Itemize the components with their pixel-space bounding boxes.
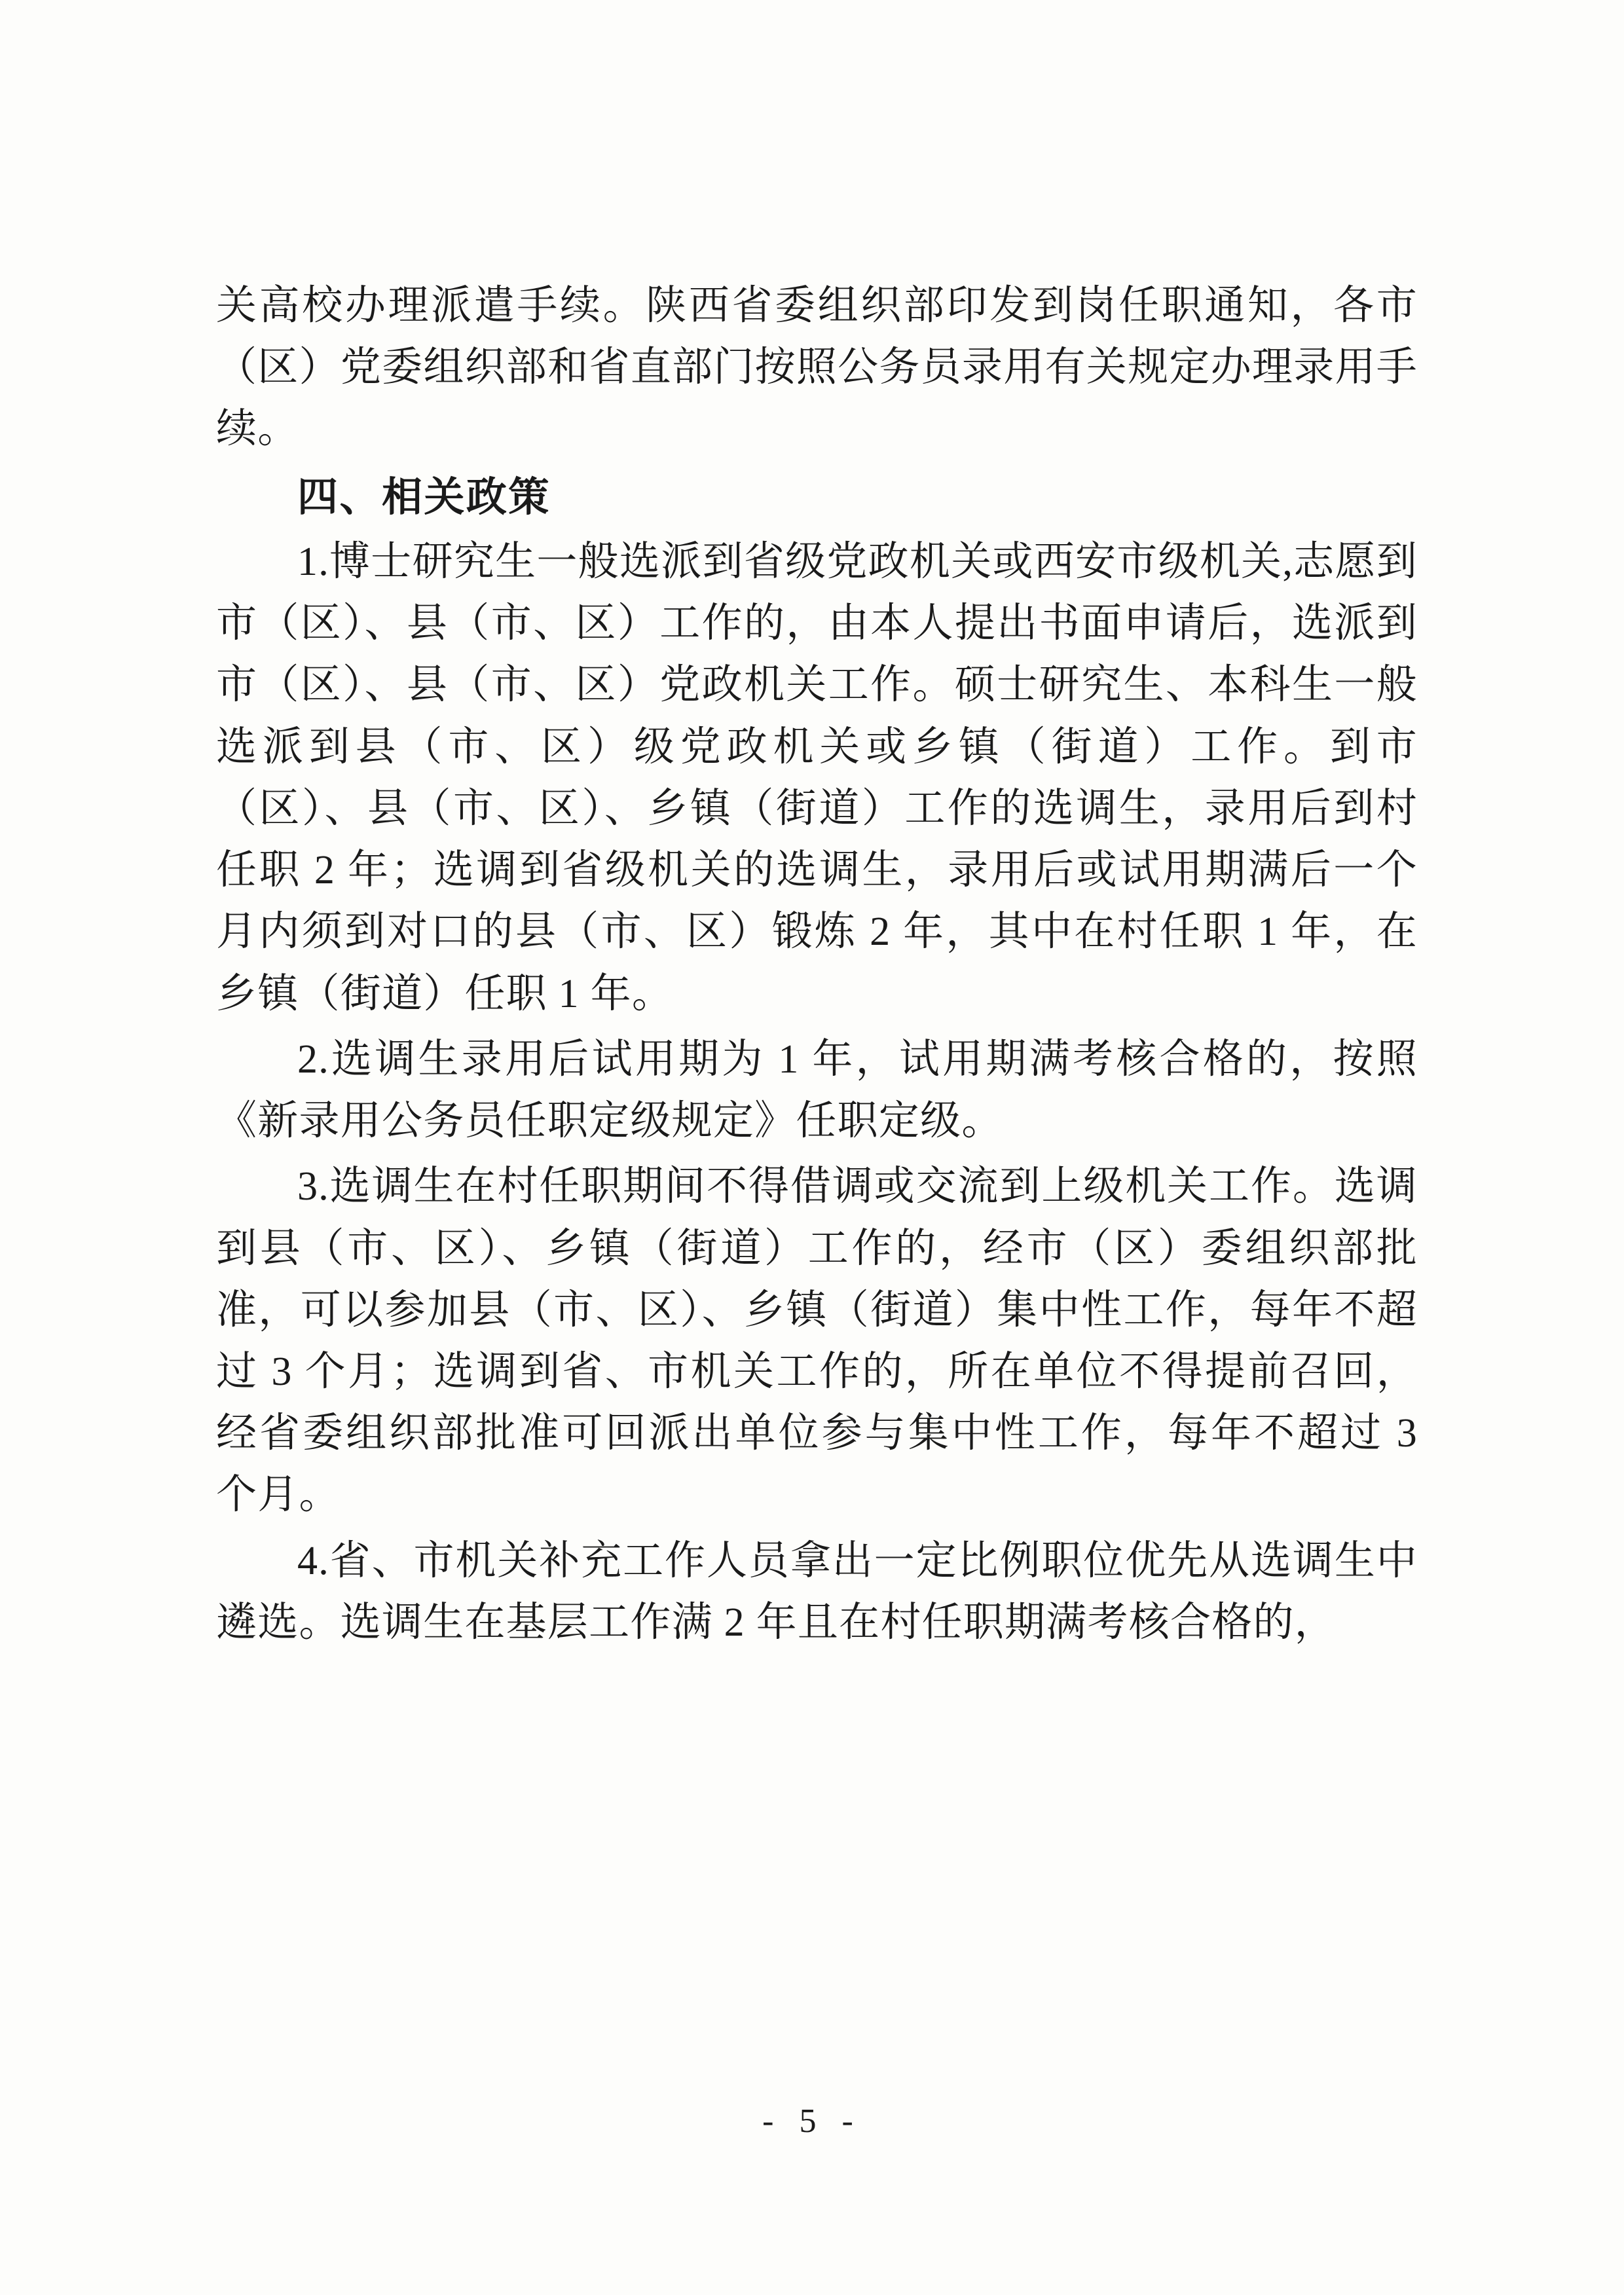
page-number: - 5 - (762, 2102, 862, 2140)
section-heading-related-policies: 四、相关政策 (297, 475, 551, 520)
paragraph-item-2: 2.选调生录用后试用期为 1 年，试用期满考核合格的，按照《新录用公务员任职定级规定》任职定级。 (216, 1037, 1418, 1144)
paragraph-dispatch-procedures: 关高校办理派遣手续。陕西省委组织部印发到岗任职通知，各市（区）党委组织部和省直部门按照公务员录用有关规定办理录用手续。 (216, 284, 1418, 452)
paragraph-item-3: 3.选调生在村任职期间不得借调或交流到上级机关工作。选调到县（市、区）、乡镇（街道）工作的，经市（区）委组织部批准，可以参加县（市、区）、乡镇（街道）集中性工作，每年不超过 3 个月；选调到省、市机关工作的，所在单位不得提前召回，经省委组织部批准可回派出单位参与集中性工作，每年不超过 3 个月。 (216, 1164, 1418, 1518)
paragraph-item-1: 1.博士研究生一般选派到省级党政机关或西安市级机关,志愿到市（区）、县（市、区）工作的，由本人提出书面申请后，选派到市（区）、县（市、区）党政机关工作。硕士研究生、本科生一般选派到县（市、区）级党政机关或乡镇（街道）工作。到市（区）、县（市、区）、乡镇（街道）工作的选调生，录用后到村任职 2 年；选调到省级机关的选调生，录用后或试用期满后一个月内须到对口的县（市、区）锻炼 2 年，其中在村任职 1 年，在乡镇（街道）任职 1 年。 (216, 539, 1418, 1016)
document-body (216, 275, 1418, 1657)
paragraph-item-4: 4.省、市机关补充工作人员拿出一定比例职位优先从选调生中遴选。选调生在基层工作满 2 年且在村任职期满考核合格的， (216, 1538, 1418, 1645)
